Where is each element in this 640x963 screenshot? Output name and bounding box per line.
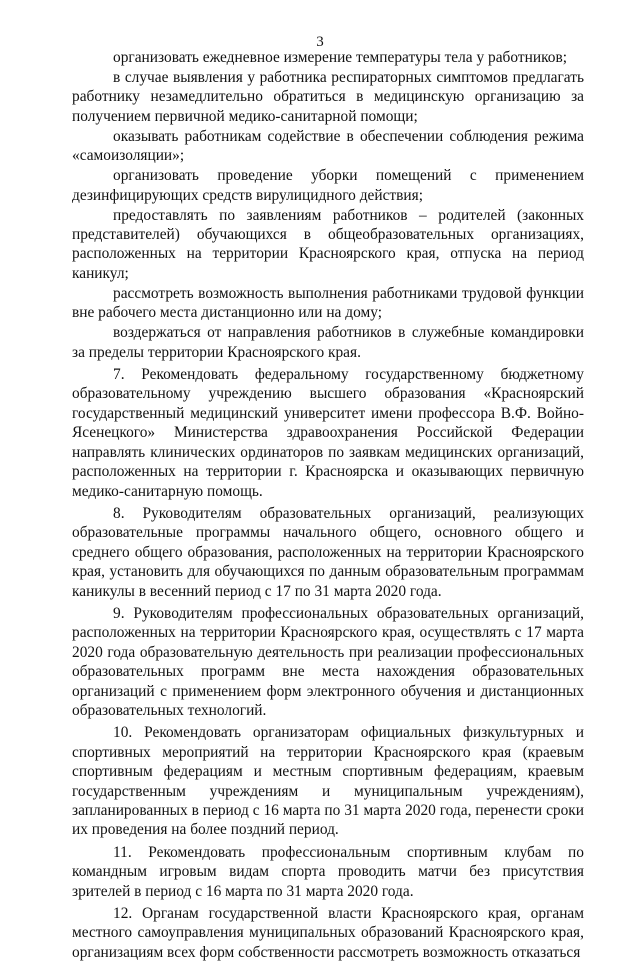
- paragraph-item-12: 12. Органам государственной власти Красноярского края, органам местного самоуправления муниципальных образований Красноярского края, организациям всех форм собственности рассмотреть возможность отказаться: [72, 905, 584, 961]
- paragraph-item-10: 10. Рекомендовать организаторам официальных физкультурных и спортивных мероприятий на территории Красноярского края (краевым спортивным федерациям и местным спортивным федерациям, краевым государственным учреждениям и муниципальным учреждениям), запланированных в период с 16 марта по 31 марта 2020 года, перенести сроки их проведения на более поздний период.: [72, 724, 584, 839]
- paragraph-business-trips: воздержаться от направления работников в служебные командировки за пределы территории Красноярского края.: [72, 324, 584, 361]
- paragraph-item-8: 8. Руководителям образовательных организаций, реализующих образовательные программы начального общего, основного общего и среднего общего образования, расположенных на территории Красноярского края, установить для обучающихся по данным образовательным программам каникулы в весенний период с 17 по 31 марта 2020 года.: [72, 504, 584, 600]
- paragraph-measure-temperature: организовать ежедневное измерение температуры тела у работников;: [113, 49, 568, 66]
- paragraph-item-11: 11. Рекомендовать профессиональным спортивным клубам по командным игровым видам спорта проводить матчи без присутствия зрителей в период с 16 марта по 31 марта 2020 года.: [72, 843, 584, 900]
- paragraph-remote-work: рассмотреть возможность выполнения работниками трудовой функции вне рабочего места дистанционно или на дому;: [72, 284, 584, 322]
- page-number: 3: [316, 34, 324, 50]
- paragraph-disinfection: организовать проведение уборки помещений с применением дезинфицирующих средств вирулицидного действия;: [72, 167, 584, 204]
- paragraph-self-isolation-assist: оказывать работникам содействие в обеспечении соблюдения режима «самоизоляции»;: [72, 127, 584, 165]
- paragraph-item-9: 9. Руководителям профессиональных образовательных организаций, расположенных на территории Красноярского края, осуществлять с 17 марта 2020 года образовательную деятельность при реализации профессиональных образовательных программ вне места нахождения образовательных организаций с применением форм электронного обучения и дистанционных образовательных технологий.: [72, 604, 584, 719]
- paragraph-parent-leave: предоставлять по заявлениям работников – родителей (законных представителей) обучающихся в общеобразовательных организациях, расположенных на территории Красноярского края, отпуска на период каникул;: [72, 206, 584, 282]
- paragraph-item-7: 7. Рекомендовать федеральному государственному бюджетному образовательному учреждению высшего образования «Красноярский государственный медицинский университет имени профессора В.Ф. Войно-Ясенецкого» Министерства здравоохранения Российской Федерации направлять клинических ординаторов по заявкам медицинских организаций, расположенных на территории г. Красноярска и оказывающих первичную медико-санитарную помощь.: [72, 366, 584, 500]
- document-body: [72, 48, 584, 963]
- paragraph-respiratory-symptoms: в случае выявления у работника респираторных симптомов предлагать работнику незамедлительно обратиться в медицинскую организацию за получением первичной медико-санитарной помощи;: [72, 69, 584, 125]
